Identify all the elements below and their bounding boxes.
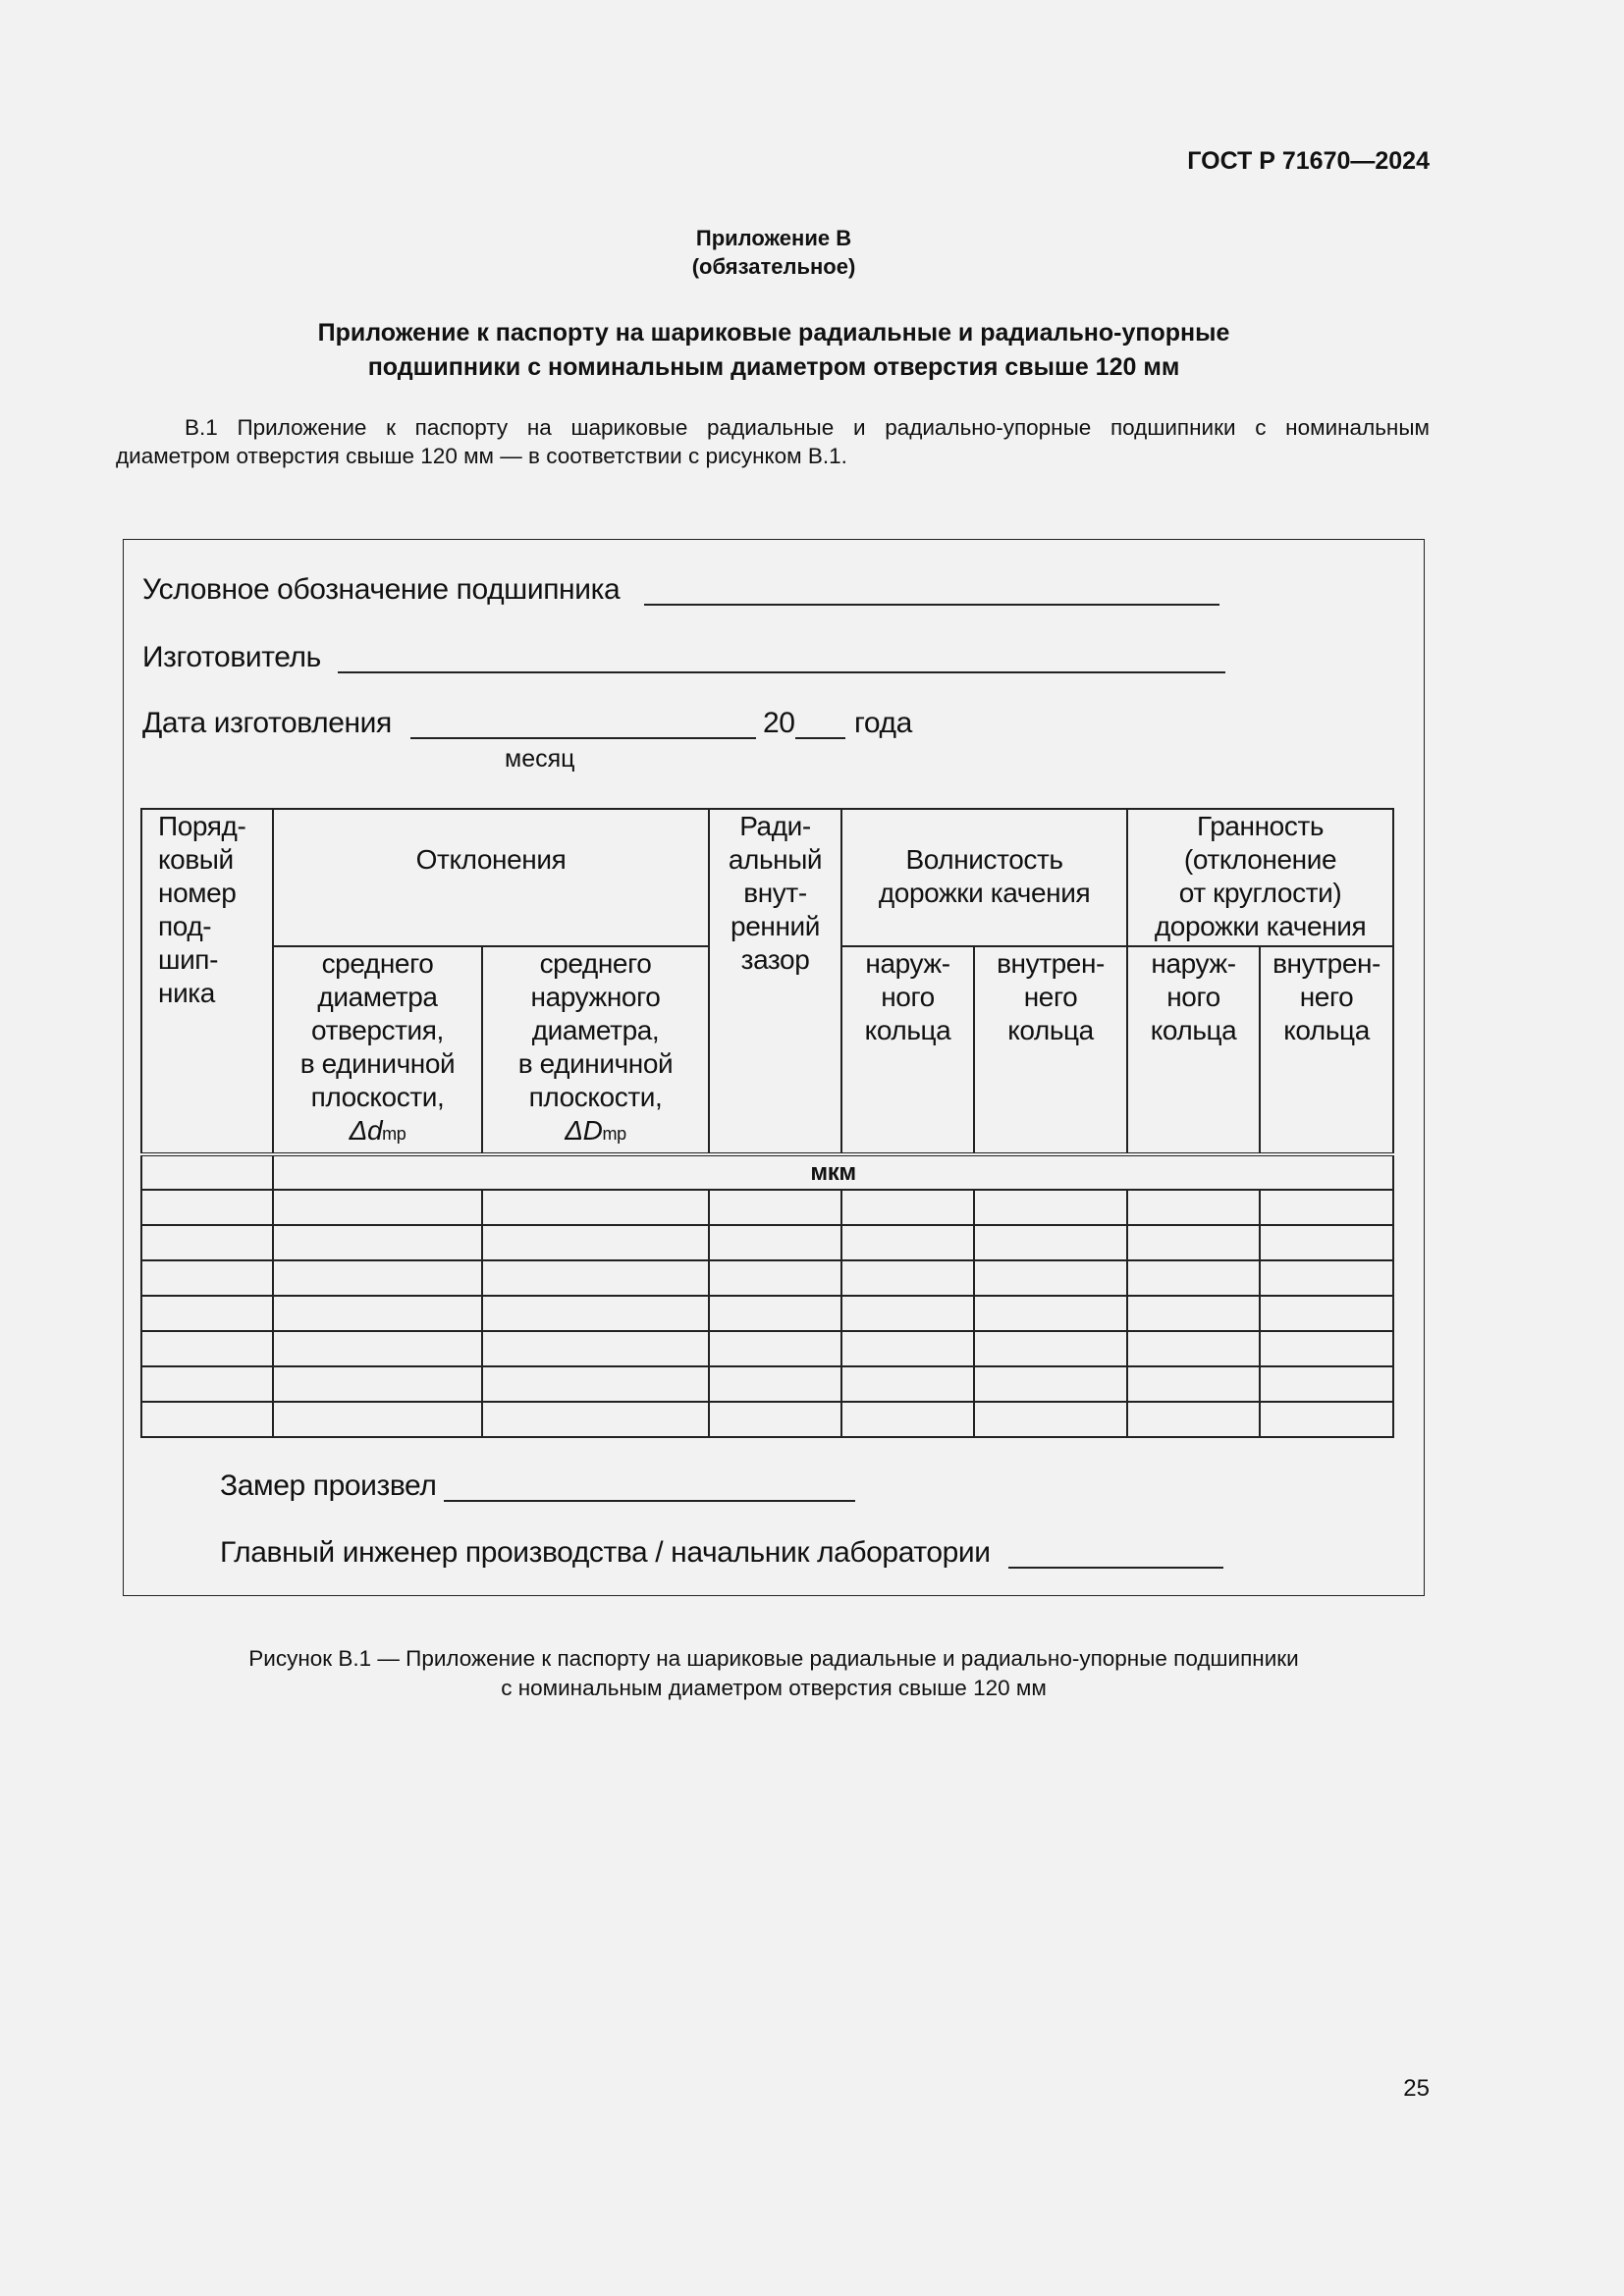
table-cell[interactable]	[1260, 1296, 1393, 1331]
table-row	[141, 1296, 1393, 1331]
header-roundness-inner-ring: внутрен- него кольца	[1260, 946, 1393, 1154]
table-cell[interactable]	[1127, 1225, 1260, 1260]
table-row	[141, 1260, 1393, 1296]
designation-field-line[interactable]	[644, 604, 1219, 606]
table-cell[interactable]	[709, 1225, 841, 1260]
header-waviness-inner-ring: внутрен- него кольца	[974, 946, 1127, 1154]
table-cell[interactable]	[974, 1225, 1127, 1260]
table-cell[interactable]	[273, 1296, 482, 1331]
table-cell[interactable]	[141, 1402, 273, 1437]
table-cell[interactable]	[141, 1190, 273, 1225]
measurement-table	[140, 808, 1394, 1438]
table-cell[interactable]	[1127, 1190, 1260, 1225]
table-cell[interactable]	[709, 1296, 841, 1331]
header-waviness-outer-ring: наруж- ного кольца	[841, 946, 974, 1154]
document-code: ГОСТ Р 71670—2024	[1187, 147, 1430, 175]
table-cell[interactable]	[1260, 1225, 1393, 1260]
month-field-line[interactable]	[410, 737, 756, 739]
table-cell[interactable]	[841, 1225, 974, 1260]
table-row	[141, 1366, 1393, 1402]
intro-paragraph: В.1 Приложение к паспорту на шариковые радиальные и радиально-упорные подшипники с номинальным диаметром отверстия свыше 120 мм — в соответствии с рисунком В.1.	[116, 415, 1430, 468]
table-cell[interactable]	[974, 1331, 1127, 1366]
year-field-line[interactable]	[795, 737, 845, 739]
header-outer-deviation: среднего наружного диаметра, в единичной плоскости, ΔDmp	[482, 946, 709, 1154]
table-cell[interactable]	[482, 1190, 709, 1225]
table-cell[interactable]	[1260, 1331, 1393, 1366]
chief-engineer-field-line[interactable]	[1008, 1567, 1223, 1569]
page-number: 25	[1403, 2075, 1430, 2102]
table-cell[interactable]	[974, 1402, 1127, 1437]
month-sublabel: месяц	[505, 745, 575, 773]
table-cell[interactable]	[841, 1296, 974, 1331]
unit-row-empty	[141, 1154, 273, 1190]
table-cell[interactable]	[1260, 1366, 1393, 1402]
table-cell[interactable]	[709, 1402, 841, 1437]
table-row	[141, 1331, 1393, 1366]
year-suffix: года	[854, 707, 912, 739]
table-cell[interactable]	[273, 1260, 482, 1296]
year-prefix: 20	[763, 707, 795, 739]
table-cell[interactable]	[273, 1225, 482, 1260]
table-cell[interactable]	[841, 1331, 974, 1366]
table-cell[interactable]	[974, 1190, 1127, 1225]
chief-engineer-label: Главный инженер производства / начальник лаборатории	[220, 1536, 991, 1569]
table-cell[interactable]	[141, 1296, 273, 1331]
table-cell[interactable]	[273, 1402, 482, 1437]
data-rows	[141, 1190, 1393, 1437]
table-cell[interactable]	[1260, 1190, 1393, 1225]
table-row	[141, 1225, 1393, 1260]
appendix-title: Приложение В	[695, 226, 852, 250]
header-bore-deviation: среднего диаметра отверстия, в единичной плоскости, Δdmp	[273, 946, 482, 1154]
table-cell[interactable]	[841, 1402, 974, 1437]
table-cell[interactable]	[974, 1260, 1127, 1296]
table-cell[interactable]	[273, 1190, 482, 1225]
table-row	[141, 1190, 1393, 1225]
table-cell[interactable]	[1260, 1260, 1393, 1296]
table-cell[interactable]	[709, 1366, 841, 1402]
table-cell[interactable]	[1127, 1366, 1260, 1402]
table-cell[interactable]	[841, 1366, 974, 1402]
table-cell[interactable]	[841, 1260, 974, 1296]
figure-caption: Рисунок В.1 — Приложение к паспорту на шариковые радиальные и радиально-упорные подшипники с номинальным диаметром отверстия свыше 120 мм	[248, 1646, 1299, 1700]
table-cell[interactable]	[1127, 1331, 1260, 1366]
table-cell[interactable]	[1260, 1402, 1393, 1437]
table-cell[interactable]	[482, 1296, 709, 1331]
header-roundness-outer-ring: наруж- ного кольца	[1127, 946, 1260, 1154]
designation-label: Условное обозначение подшипника	[142, 573, 621, 606]
header-roundness: Гранность (отклонение от круглости) дорожки качения	[1127, 809, 1393, 946]
table-cell[interactable]	[482, 1260, 709, 1296]
header-bearing-number: Поряд- ковый номер под- шип- ника	[141, 809, 273, 1154]
table-cell[interactable]	[1127, 1260, 1260, 1296]
table-row	[141, 1402, 1393, 1437]
table-cell[interactable]	[482, 1402, 709, 1437]
table-cell[interactable]	[974, 1366, 1127, 1402]
table-cell[interactable]	[273, 1331, 482, 1366]
table-cell[interactable]	[841, 1190, 974, 1225]
appendix-heading	[0, 224, 1547, 281]
table-cell[interactable]	[482, 1331, 709, 1366]
table-cell[interactable]	[482, 1366, 709, 1402]
table-cell[interactable]	[141, 1366, 273, 1402]
table-cell[interactable]	[1127, 1402, 1260, 1437]
table-cell[interactable]	[482, 1225, 709, 1260]
appendix-status: (обязательное)	[691, 254, 856, 279]
table-cell[interactable]	[709, 1331, 841, 1366]
table-cell[interactable]	[1127, 1296, 1260, 1331]
measured-by-field-line[interactable]	[444, 1500, 855, 1502]
date-label: Дата изготовления	[142, 707, 392, 739]
manufacturer-label: Изготовитель	[142, 641, 321, 673]
table-cell[interactable]	[273, 1366, 482, 1402]
table-cell[interactable]	[141, 1260, 273, 1296]
table-cell[interactable]	[974, 1296, 1127, 1331]
header-radial-clearance: Ради- альный внут- ренний зазор	[709, 809, 841, 1154]
measured-by-label: Замер произвел	[220, 1469, 437, 1502]
manufacturer-field-line[interactable]	[338, 671, 1225, 673]
table-cell[interactable]	[709, 1260, 841, 1296]
appendix-main-title: Приложение к паспорту на шариковые радиальные и радиально-упорные подшипники с номинальным диаметром отверстия свыше 120 мм	[317, 319, 1230, 381]
table-cell[interactable]	[141, 1225, 273, 1260]
header-deviations: Отклонения	[273, 809, 709, 946]
unit-label: мкм	[273, 1154, 1393, 1190]
table-cell[interactable]	[141, 1331, 273, 1366]
table-cell[interactable]	[709, 1190, 841, 1225]
header-waviness: Волнистость дорожки качения	[841, 809, 1127, 946]
